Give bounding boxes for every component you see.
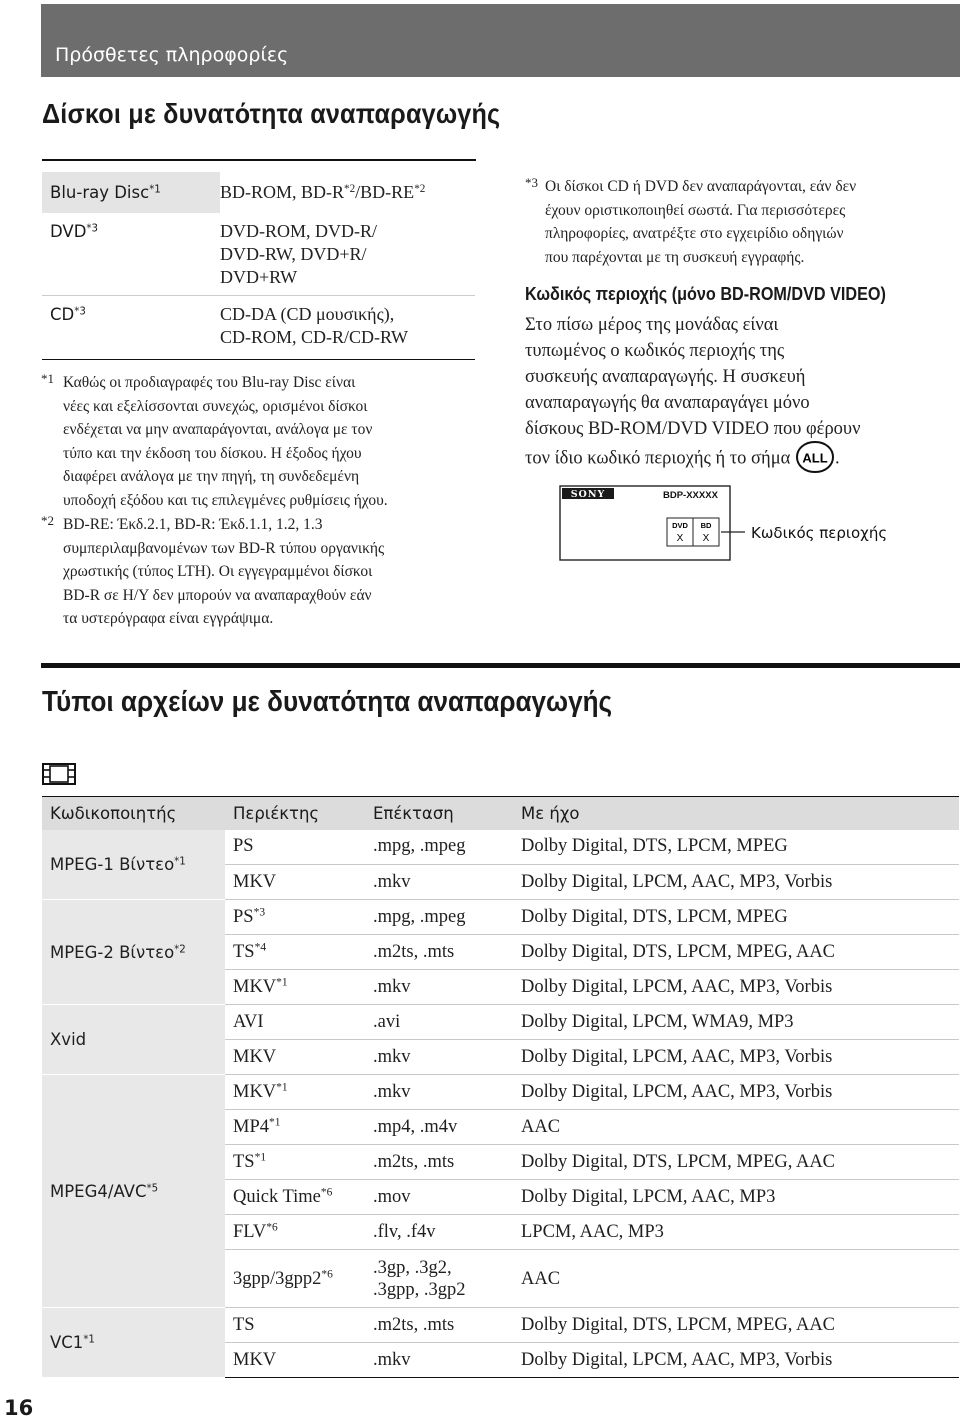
audio-cell: AAC [521, 1250, 959, 1308]
footnote-mark: *6 [320, 1186, 333, 1199]
footnote-line: τα υστερόγραφα είναι εγγράψιμα. [63, 610, 274, 627]
footnote-line: χρωστικής (τύπος LTH). Οι εγγεγραμμένοι δίσκοι [63, 563, 373, 580]
disc-row [42, 213, 475, 296]
container-cell [225, 830, 373, 865]
extension-text: .3gpp, .3gp2 [373, 1279, 466, 1300]
footnote-mark: *2 [344, 182, 356, 195]
footnote-2 [41, 513, 483, 631]
disc-format-line: CD-DA (CD μουσικής), [220, 304, 395, 324]
footnote-mark: *4 [254, 941, 267, 954]
footnote-line: Οι δίσκοι CD ή DVD δεν αναπαράγονται, εάν δεν [545, 178, 857, 195]
container-name: 3gpp/3gpp2 [233, 1268, 322, 1289]
all-region-icon [795, 440, 835, 474]
header-audio: Με ήχο [521, 797, 959, 830]
extension-cell [373, 1005, 521, 1040]
disc-format-text: BD-ROM, BD-R [220, 182, 345, 202]
extension-cell [373, 935, 521, 970]
audio-cell: Dolby Digital, DTS, LPCM, MPEG, AAC [521, 1308, 959, 1343]
disc-format-line: DVD-ROM, DVD-R/ [220, 221, 377, 241]
region-text-line [525, 442, 945, 476]
playable-discs-table [42, 172, 475, 360]
region-text-line: Στο πίσω μέρος της μονάδας είναι [525, 315, 779, 335]
extension-cell [373, 900, 521, 935]
bd-region-label: BD [700, 521, 712, 530]
header-container: Περιέκτης [225, 797, 373, 830]
container-cell [225, 935, 373, 970]
playable-file-types-table [42, 796, 959, 1378]
container-cell [225, 1343, 373, 1378]
extension-cell [373, 865, 521, 900]
container-name: MKV [233, 976, 277, 997]
container-cell [225, 865, 373, 900]
container-name: MP4 [233, 1116, 269, 1137]
container-name: Quick Time [233, 1186, 321, 1207]
footnote-line: υποδοχή εξόδου και τις επιλεγμένες ρυθμίσεις ήχου. [63, 491, 388, 509]
footnote-mark: *5 [146, 1182, 159, 1194]
codec-cell [42, 1075, 225, 1308]
extension-text: .m2ts, .mts [373, 1151, 455, 1172]
file-type-row [42, 1075, 959, 1110]
audio-cell: Dolby Digital, LPCM, AAC, MP3, Vorbis [521, 1075, 959, 1110]
region-text-fragment: . [834, 448, 840, 469]
region-text-line: τυπωμένος ο κωδικός περιοχής της [525, 341, 785, 361]
disc-formats [220, 296, 475, 360]
disc-format-line: DVD+RW [220, 267, 298, 287]
disc-formats [220, 172, 475, 213]
extension-text: .mp4, .m4v [373, 1116, 458, 1137]
container-cell [225, 1250, 373, 1308]
region-text-fragment: τον ίδιο κωδικό περιοχής ή το σήμα [525, 448, 795, 469]
footnote-mark: *1 [276, 1081, 288, 1094]
footnote-line: που παρέχονται με τη συσκευή εγγραφής. [545, 248, 805, 266]
footnote-marker: *3 [525, 175, 538, 190]
extension-text: .3gp, .3g2, [373, 1257, 452, 1278]
extension-cell [373, 1250, 521, 1308]
discs-title: Δίσκοι με δυνατότητα αναπαραγωγής [42, 98, 501, 129]
container-cell [225, 970, 373, 1005]
footnote-mark: *1 [254, 1151, 267, 1164]
section-divider [41, 663, 960, 668]
audio-cell: Dolby Digital, DTS, LPCM, MPEG, AAC [521, 935, 959, 970]
audio-cell: Dolby Digital, LPCM, AAC, MP3, Vorbis [521, 1040, 959, 1075]
file-types-title: Τύποι αρχείων με δυνατότητα αναπαραγωγής [42, 686, 613, 718]
footnote-mark: *1 [83, 1334, 95, 1346]
region-text-line: αναπαραγωγής θα αναπαραγάγει μόνο [525, 393, 810, 413]
file-type-row [42, 1308, 959, 1343]
disc-row [42, 172, 475, 213]
audio-cell: Dolby Digital, DTS, LPCM, MPEG [521, 900, 959, 935]
extension-cell [373, 1075, 521, 1110]
footnote-line: Καθώς οι προδιαγραφές του Blu-ray Disc είναι [63, 374, 356, 391]
footnote-mark: *2 [414, 182, 426, 195]
region-code-text [525, 312, 945, 476]
footnote-mark: *2 [174, 943, 186, 955]
disc-type [42, 296, 220, 360]
footnote-marker: *2 [41, 513, 54, 528]
container-name: TS [233, 1151, 255, 1172]
dvd-region-value: X [676, 533, 684, 544]
footnote-mark: *1 [149, 184, 161, 196]
container-name: MKV [233, 1081, 277, 1102]
container-name: AVI [233, 1011, 264, 1032]
codec-cell [42, 1005, 225, 1075]
bd-region-value: X [702, 533, 710, 544]
audio-cell: Dolby Digital, LPCM, AAC, MP3 [521, 1180, 959, 1215]
disc-row [42, 296, 475, 360]
codec-cell [42, 1308, 225, 1378]
footnote-line: διαφέρει ανάλογα με την πηγή, τη συνδεδεμένη [63, 468, 360, 485]
disc-type-name: DVD [50, 222, 87, 241]
file-type-row [42, 1005, 959, 1040]
region-text-line: δίσκους BD-ROM/DVD VIDEO που φέρουν [525, 419, 861, 439]
container-cell [225, 1308, 373, 1343]
extension-text: .m2ts, .mts [373, 1314, 455, 1335]
footnote-line: τύπο και την έκδοση του δίσκου. Η έξοδος ήχου [63, 444, 362, 462]
audio-cell: AAC [521, 1110, 959, 1145]
container-cell [225, 900, 373, 935]
footnote-mark: *1 [174, 856, 186, 868]
svg-text:ALL: ALL [802, 450, 828, 466]
audio-cell: Dolby Digital, LPCM, AAC, MP3, Vorbis [521, 865, 959, 900]
extension-cell [373, 1343, 521, 1378]
extension-text: .avi [373, 1011, 401, 1032]
footnote-1 [41, 371, 483, 512]
container-name: PS [233, 906, 254, 927]
extension-text: .mkv [373, 1349, 411, 1370]
extension-text: .mkv [373, 1081, 411, 1102]
extension-text: .mkv [373, 871, 411, 892]
container-cell [225, 1145, 373, 1180]
footnote-mark: *3 [253, 906, 266, 919]
region-code-caption: Κωδικός περιοχής [751, 524, 888, 542]
extension-text: .mov [373, 1186, 411, 1207]
codec-name: Xvid [50, 1030, 87, 1049]
audio-cell: Dolby Digital, DTS, LPCM, MPEG [521, 830, 959, 865]
disc-formats [220, 213, 475, 296]
footnote-3 [525, 175, 950, 269]
section-header-title: Πρόσθετες πληροφορίες [55, 44, 289, 66]
extension-text: .mkv [373, 976, 411, 997]
extension-text: .mpg, .mpeg [373, 906, 466, 927]
region-code-heading: Κωδικός περιοχής (μόνο BD-ROM/DVD VIDEO) [525, 284, 886, 304]
model-label: BDP-XXXXX [663, 490, 718, 501]
footnote-line: νέες και εξελίσσονται συνεχώς, ορισμένοι δίσκοι [63, 397, 368, 415]
footnote-line: συμπεριλαμβανομένων των BD-R τύπου οργανικής [63, 539, 385, 557]
container-cell [225, 1215, 373, 1250]
extension-text: .flv, .f4v [373, 1221, 436, 1242]
audio-cell: Dolby Digital, LPCM, WMA9, MP3 [521, 1005, 959, 1040]
discs-title-rule [42, 159, 476, 161]
disc-type [42, 172, 220, 213]
codec-cell [42, 900, 225, 1005]
extension-cell [373, 1110, 521, 1145]
footnote-line: BD-R σε Η/Υ δεν μπορούν να αναπαραχθούν εάν [63, 586, 372, 604]
disc-type-name: Blu-ray Disc [50, 183, 150, 202]
footnote-line: BD-RE: Έκδ.2.1, BD-R: Έκδ.1.1, 1.2, 1.3 [63, 516, 323, 533]
container-name: MKV [233, 1046, 277, 1067]
extension-cell [373, 970, 521, 1005]
extension-cell [373, 1040, 521, 1075]
codec-name: MPEG4/AVC [50, 1181, 147, 1201]
footnote-line: έχουν οριστικοποιηθεί σωστά. Για περισσότερες [545, 201, 846, 219]
container-cell [225, 1040, 373, 1075]
container-name: FLV [233, 1221, 267, 1242]
file-type-row [42, 900, 959, 935]
region-text-line: συσκευής αναπαραγωγής. Η συσκευή [525, 367, 806, 387]
footnote-mark: *6 [266, 1221, 278, 1234]
sony-logo: SONY [570, 489, 606, 500]
extension-text: .m2ts, .mts [373, 941, 455, 962]
audio-cell: Dolby Digital, LPCM, AAC, MP3, Vorbis [521, 1343, 959, 1378]
disc-format-line: CD-ROM, CD-R/CD-RW [220, 327, 409, 347]
container-cell [225, 1005, 373, 1040]
footnote-mark: *3 [74, 306, 86, 318]
disc-type-name: CD [50, 305, 75, 324]
container-cell [225, 1180, 373, 1215]
extension-text: .mpg, .mpeg [373, 836, 466, 857]
extension-cell [373, 1180, 521, 1215]
footnote-mark: *1 [269, 1116, 281, 1129]
footnote-line: πληροφορίες, ανατρέξτε στο εγχειρίδιο οδηγιών [545, 225, 844, 242]
footnote-mark: *6 [321, 1268, 333, 1281]
dvd-region-label: DVD [672, 521, 688, 530]
footnote-mark: *3 [86, 223, 99, 235]
footnote-mark: *1 [276, 976, 288, 989]
codec-name: MPEG-2 Βίντεο [50, 942, 175, 962]
container-name: MKV [233, 871, 277, 892]
extension-cell [373, 1145, 521, 1180]
extension-cell [373, 830, 521, 865]
codec-name: MPEG-1 Βίντεο [50, 854, 175, 874]
audio-cell: Dolby Digital, DTS, LPCM, MPEG, AAC [521, 1145, 959, 1180]
audio-cell: LPCM, AAC, MP3 [521, 1215, 959, 1250]
container-cell [225, 1075, 373, 1110]
extension-cell [373, 1215, 521, 1250]
file-type-row [42, 830, 959, 865]
extension-cell [373, 1308, 521, 1343]
film-icon [42, 763, 76, 785]
header-extension: Επέκταση [373, 797, 521, 830]
section-header-bar [41, 4, 960, 77]
container-name: PS [233, 836, 254, 857]
container-cell [225, 1110, 373, 1145]
footnote-marker: *1 [41, 371, 54, 386]
region-code-diagram [559, 485, 959, 563]
codec-name: VC1 [50, 1333, 84, 1352]
audio-cell: Dolby Digital, LPCM, AAC, MP3, Vorbis [521, 970, 959, 1005]
footnote-line: ενδέχεται να μην αναπαράγονται, ανάλογα με τον [63, 421, 373, 438]
extension-text: .mkv [373, 1046, 411, 1067]
container-name: MKV [233, 1349, 277, 1370]
codec-cell [42, 830, 225, 900]
disc-format-text: /BD-RE [355, 182, 415, 202]
container-name: TS [233, 1314, 255, 1335]
disc-format-line: DVD-RW, DVD+R/ [220, 244, 367, 264]
page-number: 16 [4, 1396, 34, 1420]
disc-type [42, 213, 220, 296]
container-name: TS [233, 941, 255, 962]
header-codec: Κωδικοποιητής [42, 797, 225, 830]
